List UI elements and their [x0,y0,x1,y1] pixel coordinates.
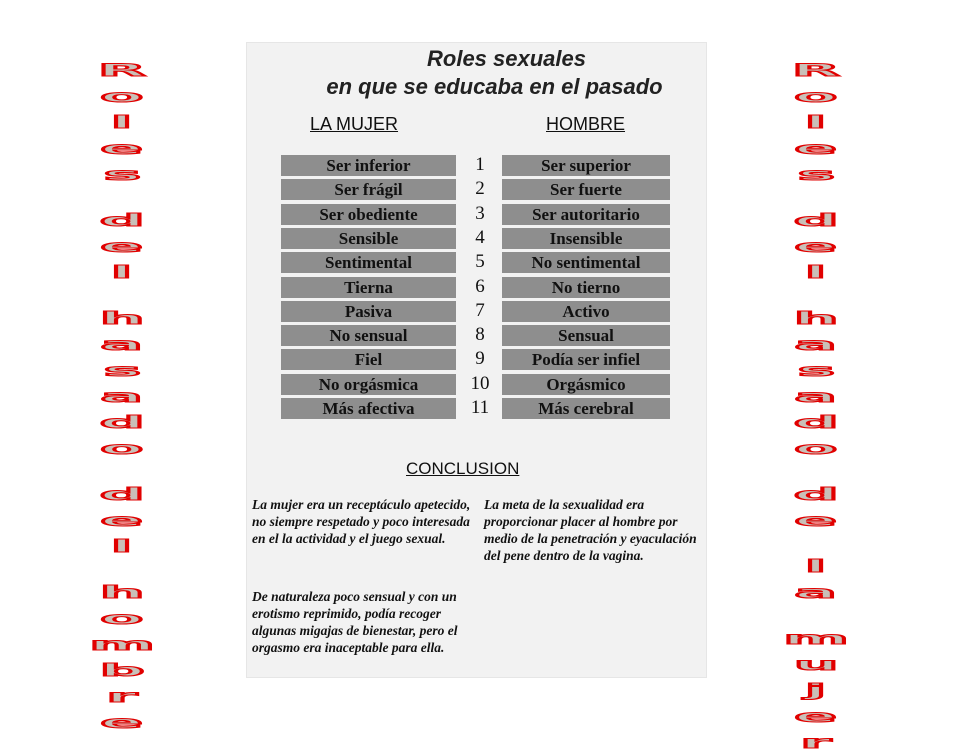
decorative-letter: b [99,661,147,681]
row-man-cell: Ser fuerte [502,179,670,200]
decorative-letter: e [100,511,146,531]
decorative-letter: d [793,485,841,505]
decorative-letter: l [805,557,829,577]
decorative-letter: j [805,681,829,701]
row-man-cell: No tierno [502,277,670,298]
decorative-letter: o [100,439,146,459]
row-woman-cell: Fiel [281,349,456,370]
decorative-letter: e [794,237,840,257]
decorative-letter: e [100,139,146,159]
decorative-letter: s [103,165,143,185]
decorative-letter: r [106,687,140,707]
row-number: 5 [475,251,485,272]
decorative-letter: R [791,61,843,81]
row-number: 9 [475,348,485,369]
decorative-letter: a [794,583,840,603]
row-woman-cell: Ser frágil [281,179,456,200]
decorative-letter: o [794,439,840,459]
decorative-letter: s [797,165,837,185]
row-number: 6 [475,276,485,297]
row-number: 10 [470,373,490,394]
decorative-letter: l [111,263,135,283]
decorative-letter: m [89,635,157,655]
row-man-cell: Ser superior [502,155,670,176]
document-title: Roles sexuales [427,46,586,71]
row-number: 7 [475,300,485,321]
row-man-cell: Insensible [502,228,670,249]
decorative-letter: h [793,309,841,329]
conclusion-paragraph-man: La meta de la sexualidad era proporcionar placer al hombre por medio de la penetración y eyaculación del pene dentro de la vagina. [484,497,697,563]
row-woman-cell: Sensible [281,228,456,249]
conclusion-heading: CONCLUSION [406,459,520,478]
decorative-letter: e [100,237,146,257]
decorative-letter: o [100,87,146,107]
decorative-letter: h [99,583,147,603]
decorative-letter: e [794,139,840,159]
decorative-letter: d [99,413,147,433]
header-woman: LA MUJER [310,114,399,134]
decorative-wordart-left [48,58,198,736]
decorative-letter: l [111,113,135,133]
conclusion-paragraph-woman-2: De naturaleza poco sensual y con un erotismo reprimido, podía recoger algunas migajas de bienestar, pero el orgasmo era inaceptable para ella. [252,589,458,655]
decorative-letter: r [800,733,834,753]
header-man: HOMBRE [546,114,626,134]
decorative-wordart-right [742,58,892,756]
row-number: 3 [475,203,485,224]
decorative-letter: a [100,335,146,355]
row-woman-cell: Ser inferior [281,155,456,176]
decorative-letter: e [794,511,840,531]
decorative-letter: s [103,361,143,381]
decorative-letter: d [793,211,841,231]
decorative-letter: l [805,263,829,283]
row-man-cell: Podía ser infiel [502,349,670,370]
scanned-document [246,42,707,678]
row-woman-cell: No orgásmica [281,374,456,395]
decorative-letter: o [794,87,840,107]
row-woman-cell: No sensual [281,325,456,346]
decorative-letter: s [797,361,837,381]
decorative-letter: R [97,61,149,81]
decorative-letter: l [805,113,829,133]
row-number: 1 [475,154,485,175]
row-woman-cell: Más afectiva [281,398,456,419]
row-man-cell: Sensual [502,325,670,346]
row-number: 11 [470,397,490,418]
row-man-cell: No sentimental [502,252,670,273]
row-man-cell: Activo [502,301,670,322]
decorative-letter: d [793,413,841,433]
conclusion-paragraph-woman-1: La mujer era un receptáculo apetecido, no siempre respetado y poco interesada en el la actividad y el juego sexual. [252,497,471,546]
decorative-letter: o [100,609,146,629]
decorative-letter: a [794,387,840,407]
decorative-letter: d [99,485,147,505]
document-subtitle: en que se educaba en el pasado [326,74,663,99]
decorative-letter: u [793,655,841,675]
row-woman-cell: Pasiva [281,301,456,322]
row-man-cell: Ser autoritario [502,204,670,225]
row-number: 2 [475,178,485,199]
row-man-cell: Más cerebral [502,398,670,419]
decorative-letter: l [111,537,135,557]
decorative-letter: a [794,335,840,355]
decorative-letter: d [99,211,147,231]
row-woman-cell: Tierna [281,277,456,298]
row-number: 8 [475,324,485,345]
row-man-cell: Orgásmico [502,374,670,395]
decorative-letter: m [783,629,851,649]
row-woman-cell: Sentimental [281,252,456,273]
row-woman-cell: Ser obediente [281,204,456,225]
decorative-letter: h [99,309,147,329]
decorative-letter: e [794,707,840,727]
decorative-letter: a [100,387,146,407]
row-number: 4 [475,227,485,248]
decorative-letter: e [100,713,146,733]
